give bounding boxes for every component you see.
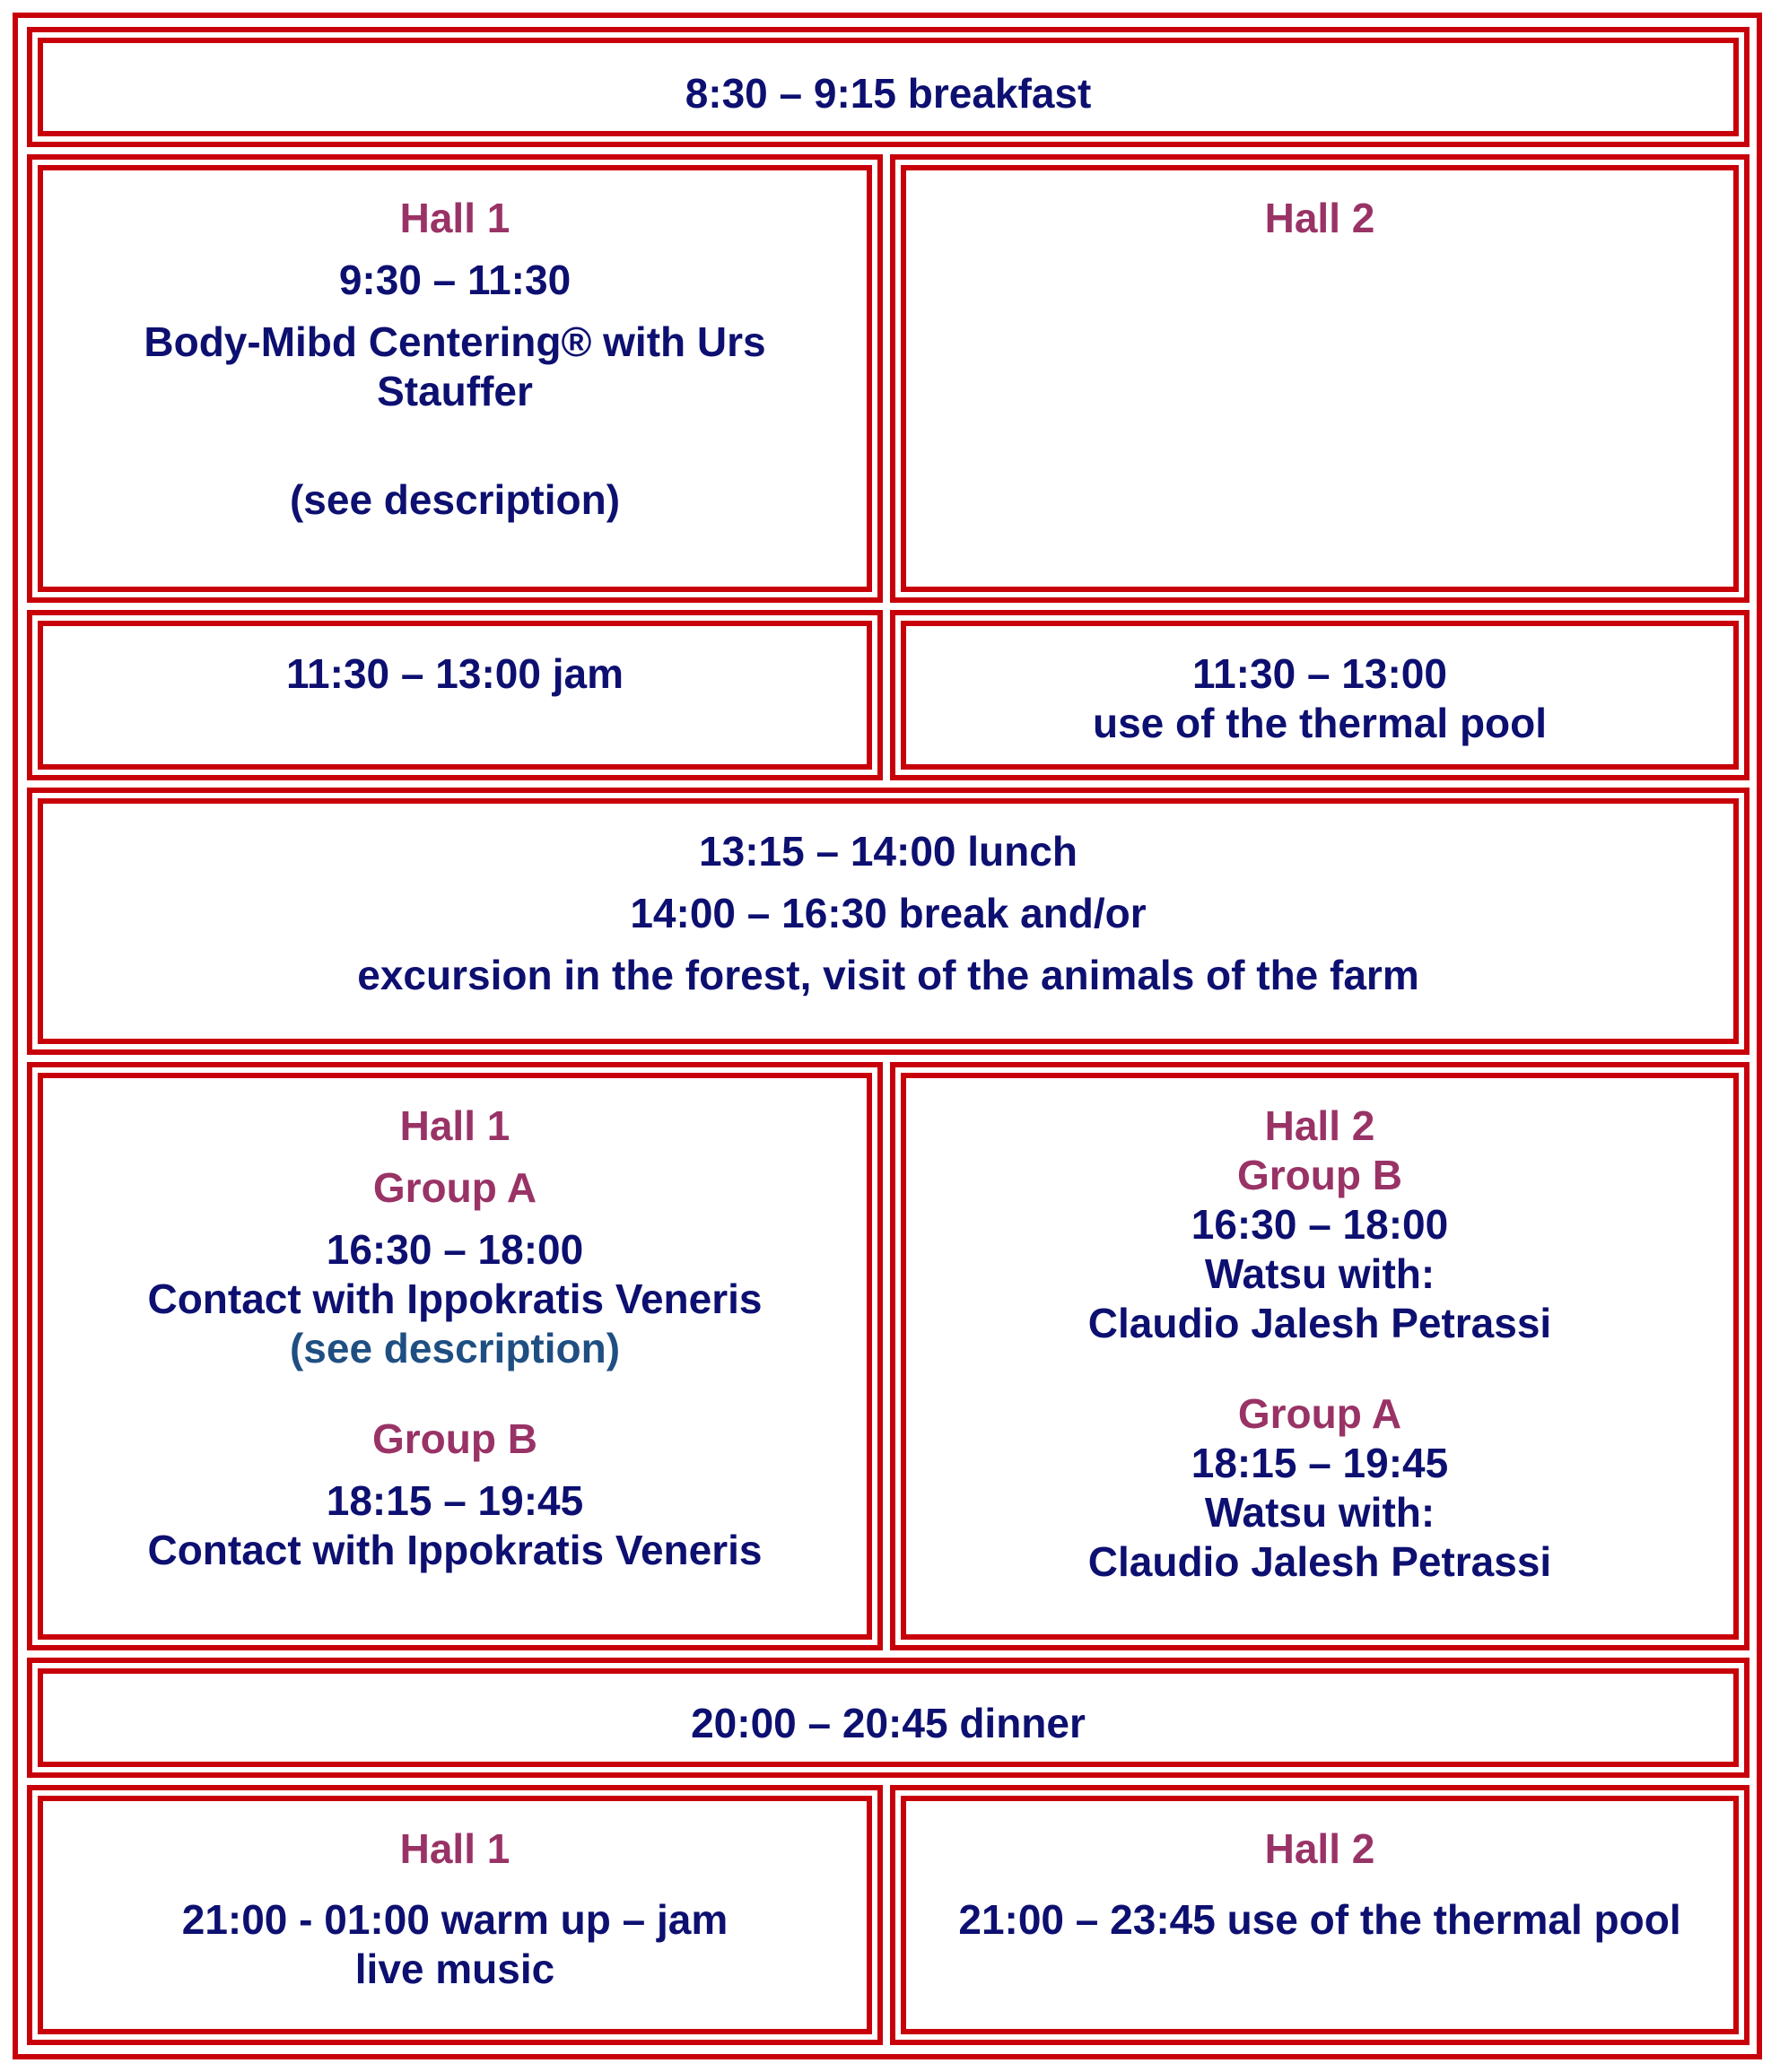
- pool-time: 11:30 – 13:00: [1192, 650, 1447, 697]
- evening-hall1-cell: [27, 1785, 883, 2045]
- session-title-line2: Stauffer: [377, 368, 533, 414]
- excursion-text: excursion in the forest, visit of the animals of the farm: [357, 952, 1419, 998]
- group-b-label: Group B: [372, 1415, 537, 1462]
- group-a-line2: Claudio Jalesh Petrassi: [1087, 1538, 1552, 1585]
- hall-title: Hall 1: [399, 195, 510, 241]
- dinner-cell: [27, 1658, 1749, 1778]
- morning-hall2-cell: [890, 154, 1749, 603]
- group-a-time: 18:15 – 19:45: [1191, 1440, 1449, 1486]
- group-b-line2: Claudio Jalesh Petrassi: [1087, 1300, 1552, 1346]
- late-morning-hall1-cell: [27, 610, 883, 780]
- group-a-time: 16:30 – 18:00: [326, 1226, 584, 1273]
- pool-text: use of the thermal pool: [1092, 700, 1548, 746]
- jam-text: 11:30 – 13:00 jam: [286, 650, 624, 697]
- evening-hall2-cell: [890, 1785, 1749, 2045]
- lunch-text: 13:15 – 14:00 lunch: [699, 828, 1078, 875]
- break-text: 14:00 – 16:30 break and/or: [630, 890, 1147, 936]
- dinner-text: 20:00 – 20:45 dinner: [691, 1700, 1086, 1746]
- hall-title: Hall 1: [399, 1825, 510, 1872]
- group-a-label: Group A: [1237, 1390, 1402, 1437]
- midday-cell: [27, 788, 1749, 1055]
- breakfast-cell: [27, 27, 1749, 147]
- evening-jam-line1: 21:00 - 01:00 warm up – jam: [181, 1896, 729, 1943]
- hall-title: Hall 2: [1264, 195, 1375, 241]
- morning-hall1-cell: [27, 154, 883, 603]
- group-a-text: Contact with Ippokratis Veneris: [147, 1275, 763, 1322]
- evening-jam-line2: live music: [354, 1946, 555, 1992]
- evening-pool-text: 21:00 – 23:45 use of the thermal pool: [958, 1896, 1681, 1943]
- breakfast-text: 8:30 – 9:15 breakfast: [685, 70, 1092, 117]
- group-b-label: Group B: [1237, 1152, 1402, 1198]
- hall-title: Hall 2: [1264, 1825, 1375, 1872]
- session-time: 9:30 – 11:30: [338, 257, 572, 303]
- afternoon-hall2-cell: [890, 1062, 1749, 1650]
- afternoon-hall1-cell: [27, 1062, 883, 1650]
- group-b-time: 16:30 – 18:00: [1191, 1201, 1449, 1248]
- see-description-link[interactable]: (see description): [289, 1325, 621, 1371]
- group-a-line1: Watsu with:: [1204, 1489, 1435, 1536]
- late-morning-hall2-cell: [890, 610, 1749, 780]
- hall-title: Hall 2: [1264, 1102, 1375, 1149]
- group-a-label: Group A: [372, 1164, 537, 1211]
- see-description-note: (see description): [289, 476, 621, 523]
- session-title-line1: Body-Mibd Centering® with Urs: [144, 318, 766, 365]
- group-b-text: Contact with Ippokratis Veneris: [147, 1527, 763, 1573]
- group-b-line1: Watsu with:: [1204, 1250, 1435, 1297]
- hall-title: Hall 1: [399, 1102, 510, 1149]
- group-b-time: 18:15 – 19:45: [326, 1477, 584, 1524]
